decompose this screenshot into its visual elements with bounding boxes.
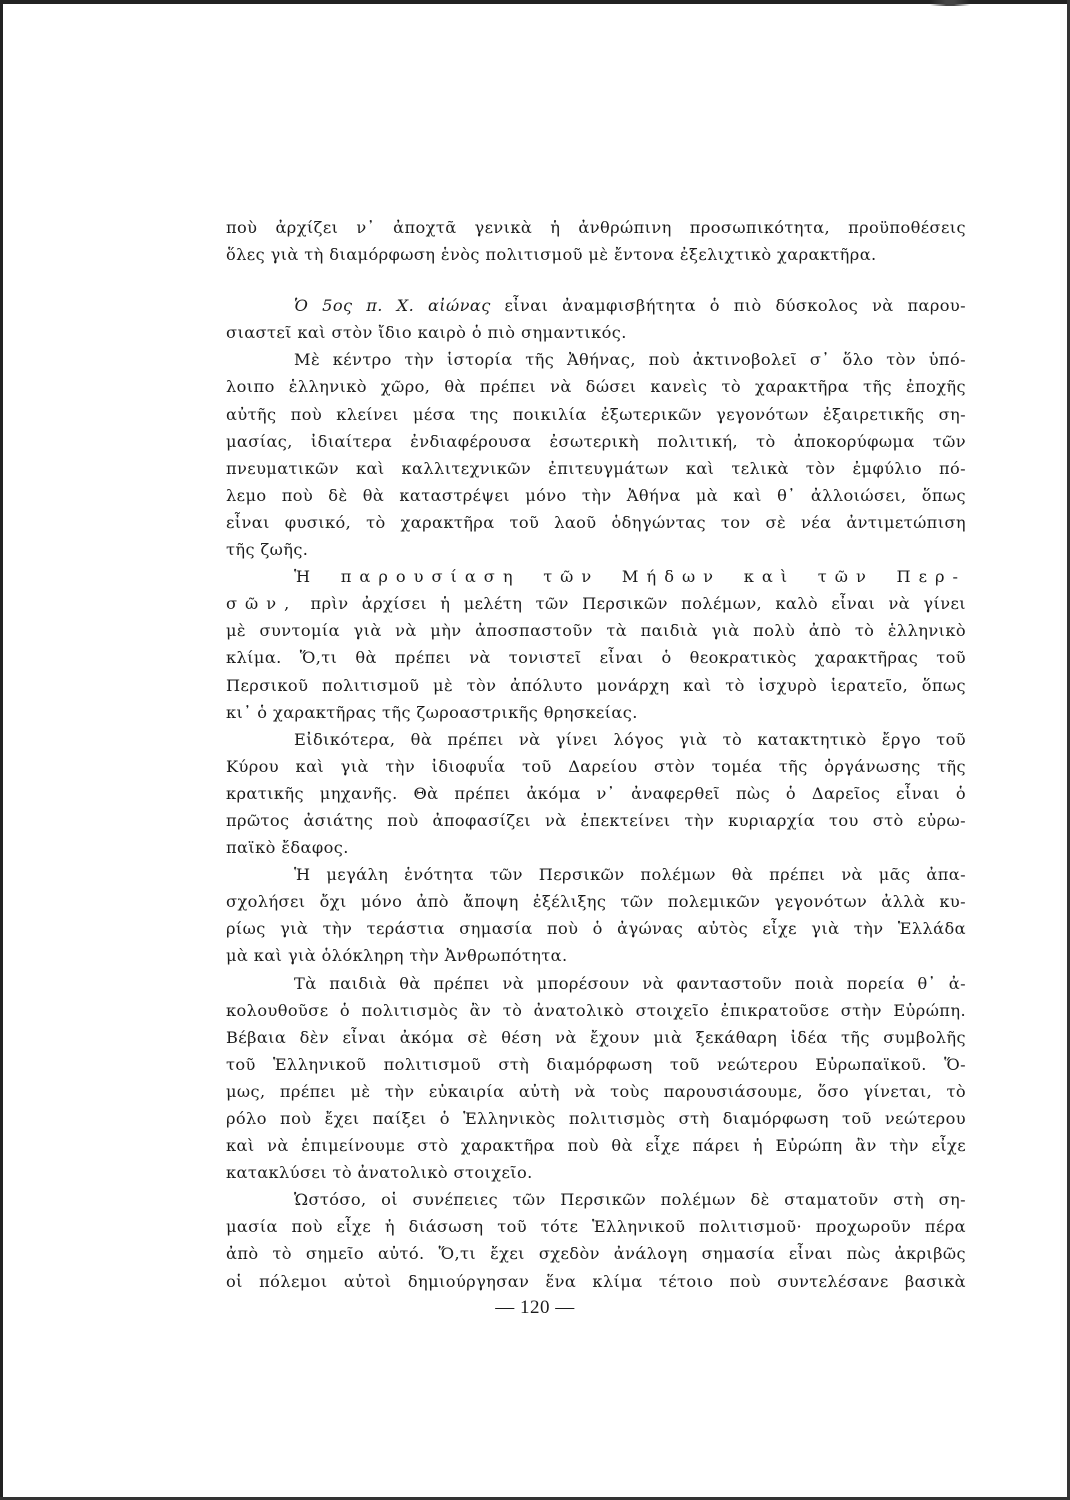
text-line: σιαστεῖ καὶ στὸν ἴδιο καιρὸ ὁ πιὸ σημαντικός.: [226, 323, 627, 343]
paragraph-consequences: [226, 1186, 966, 1294]
text-line: [226, 292, 966, 319]
text-line: Βέβαια δὲν εἶναι ἀκόμα σὲ θέση νὰ ἔχουν μιὰ ξεκάθαρη ἰδέα τῆς συμβολῆς: [226, 1027, 966, 1047]
text-line: κρατικῆς μηχανῆς. Θὰ πρέπει ἀκόμα ν᾽ ἀναφερθεῖ πὼς ὁ Δαρεῖος εἶναι ὁ: [226, 783, 966, 803]
text-line: πνευματικῶν καὶ καλλιτεχνικῶν ἐπιτευγμάτων καὶ τελικὰ τὸν ἐμφύλιο πό-: [226, 458, 966, 478]
italic-heading: Ὁ 5ος π. Χ. αἰώνας: [294, 296, 491, 316]
text-line: Τὰ παιδιὰ θὰ πρέπει νὰ μπορέσουν νὰ φανταστοῦν ποιὰ πορεία θ᾽ ἀ-: [294, 973, 966, 993]
text-line: ρίως γιὰ τὴν τεράστια σημασία ποὺ ὁ ἀγώνας αὐτὸς εἶχε γιὰ τὴν Ἑλλάδα: [226, 919, 966, 939]
text-line: τοῦ Ἑλληνικοῦ πολιτισμοῦ στὴ διαμόρφωση τοῦ νεώτερου Εὐρωπαϊκοῦ. Ὅ-: [226, 1054, 966, 1074]
scan-edge-mark: [930, 0, 970, 6]
text-line: μως, πρέπει μὲ τὴν εὐκαιρία αὐτὴ νὰ τοὺς παρουσιάσουμε, ὅσο γίνεται, τὸ: [226, 1081, 966, 1101]
scan-edge-top: [0, 0, 1070, 4]
paragraph-5th-century: [226, 292, 966, 346]
text-line: Εἰδικότερα, θὰ πρέπει νὰ γίνει λόγος γιὰ τὸ κατακτητικὸ ἔργο τοῦ: [294, 729, 966, 749]
text-line: Μὲ κέντρο τὴν ἱστορία τῆς Ἀθήνας, ποὺ ἀκτινοβολεῖ σ᾽ ὅλο τὸν ὑπό-: [294, 350, 966, 370]
text-line: κατακλύσει τὸ ἀνατολικὸ στοιχεῖο.: [226, 1163, 533, 1183]
text-line: κολουθοῦσε ὁ πολιτισμὸς ἂν τὸ ἀνατολικὸ στοιχεῖο ἐπικρατοῦσε στὴν Εὐρώπη.: [226, 1000, 966, 1020]
text-run: πρὶν ἀρχίσει ἡ μελέτη τῶν Περσικῶν πολέμων, καλὸ εἶναι νὰ γίνει: [297, 594, 966, 614]
paragraph-intro: [226, 214, 966, 268]
paragraph-medes-persians: [226, 563, 966, 726]
text-line: Περσικοῦ πολιτισμοῦ μὲ τὸν ἀπόλυτο μονάρχη καὶ τὸ ἰσχυρὸ ἱερατεῖο, ὅπως: [226, 675, 966, 695]
text-line: μὰ καὶ γιὰ ὁλόκληρη τὴν Ἀνθρωπότητα.: [226, 946, 568, 966]
text-line: εἶναι φυσικό, τὸ χαρακτῆρα τοῦ λαοῦ ὁδηγώντας τον σὲ νέα ἀντιμετώπιση: [226, 512, 966, 532]
text-line: οἱ πόλεμοι αὐτοὶ δημιούργησαν ἕνα κλίμα τέτοιο ποὺ συντελέσανε βασικὰ: [226, 1271, 966, 1291]
text-line: αὐτῆς ποὺ κλείνει μέσα της ποικιλία ἐξωτερικῶν γεγονότων ἐξαιρετικῆς ση-: [226, 404, 966, 424]
page-body-text: [226, 214, 966, 1295]
text-line: τῆς ζωῆς.: [226, 540, 309, 560]
text-line: Κύρου καὶ γιὰ τὴν ἰδιοφυΐα τοῦ Δαρείου στὸν τομέα τῆς ὀργάνωσης τῆς: [226, 756, 966, 776]
text-line: μασία ποὺ εἶχε ἡ διάσωση τοῦ τότε Ἑλληνικοῦ πολιτισμοῦ· προχωροῦν πέρα: [226, 1217, 966, 1237]
paragraph-gap: [226, 268, 966, 292]
page-number: — 120 —: [495, 1297, 575, 1318]
text-line: λεμο ποὺ δὲ θὰ καταστρέψει μόνο τὴν Ἀθήνα μὰ καὶ θ᾽ ἀλλοιώσει, ὅπως: [226, 485, 966, 505]
text-line: σχολήσει ὄχι μόνο ἀπὸ ἄποψη ἐξέλιξης τῶν πολεμικῶν γεγονότων ἀλλὰ κυ-: [226, 892, 966, 912]
text-line: ρόλο ποὺ ἔχει παίξει ὁ Ἑλληνικὸς πολιτισμὸς στὴ διαμόρφωση τοῦ νεώτερου: [226, 1109, 966, 1128]
spaced-heading-cont: σῶν,: [226, 594, 298, 614]
text-line: [226, 590, 966, 617]
text-line: ὅλες γιὰ τὴ διαμόρφωση ἑνὸς πολιτισμοῦ μὲ ἔντονα ἐξελιχτικὸ χαρακτῆρα.: [226, 245, 877, 265]
text-line: Ἡ μεγάλη ἑνότητα τῶν Περσικῶν πολέμων θὰ πρέπει νὰ μᾶς ἀπα-: [294, 865, 966, 885]
paragraph-children: [226, 970, 966, 1187]
text-line: πρῶτος ἀσιάτης ποὺ ἀποφασίζει νὰ ἐπεκτείνει τὴν κυριαρχία του στὸ εὐρω-: [226, 810, 966, 830]
text-line: ἀπὸ τὸ σημεῖο αὐτό. Ὅ,τι ἔχει σχεδὸν ἀνάλογη σημασία εἶναι πὼς ἀκριβῶς: [226, 1244, 966, 1264]
text-line: μασίας, ἰδιαίτερα ἐνδιαφέρουσα ἐσωτερικὴ πολιτική, τὸ ἀποκορύφωμα τῶν: [226, 431, 966, 451]
spaced-heading-line: Ἡ παρουσίαση τῶν Μήδων καὶ τῶν Περ-: [294, 567, 966, 587]
text-line: καὶ νὰ ἐπιμείνουμε στὸ χαρακτῆρα ποὺ θὰ εἶχε πάρει ἡ Εὐρώπη ἂν τὴν εἶχε: [226, 1136, 966, 1156]
text-line: μὲ συντομία γιὰ νὰ μὴν ἀποσπαστοῦν τὰ παιδιὰ γιὰ πολὺ ἀπὸ τὸ ἑλληνικὸ: [226, 621, 966, 641]
scan-edge-left: [0, 0, 3, 1500]
text-run: εἶναι ἀναμφισβήτητα ὁ πιὸ δύσκολος νὰ παρου-: [490, 296, 967, 316]
text-line: Ὡστόσο, οἱ συνέπειες τῶν Περσικῶν πολέμων δὲ σταματοῦν στὴ ση-: [294, 1190, 966, 1210]
text-line: κλίμα. Ὅ,τι θὰ πρέπει νὰ τονιστεῖ εἶναι ὁ θεοκρατικὸς χαρακτῆρας τοῦ: [226, 648, 966, 668]
text-line: κι᾽ ὁ χαρακτῆρας τῆς ζωροαστρικῆς θρησκείας.: [226, 702, 638, 722]
paragraph-persian-wars-unity: [226, 861, 966, 969]
paragraph-athens: [226, 346, 966, 563]
text-line: λοιπο ἑλληνικὸ χῶρο, θὰ πρέπει νὰ δώσει κανεὶς τὸ χαρακτῆρα τῆς ἐποχῆς: [226, 377, 966, 397]
text-line: ποὺ ἀρχίζει ν᾽ ἀποχτᾶ γενικὰ ἡ ἀνθρώπινη προσωπικότητα, προϋποθέσεις: [226, 218, 966, 237]
paragraph-cyrus-darius: [226, 726, 966, 861]
text-line: παϊκὸ ἔδαφος.: [226, 838, 349, 858]
